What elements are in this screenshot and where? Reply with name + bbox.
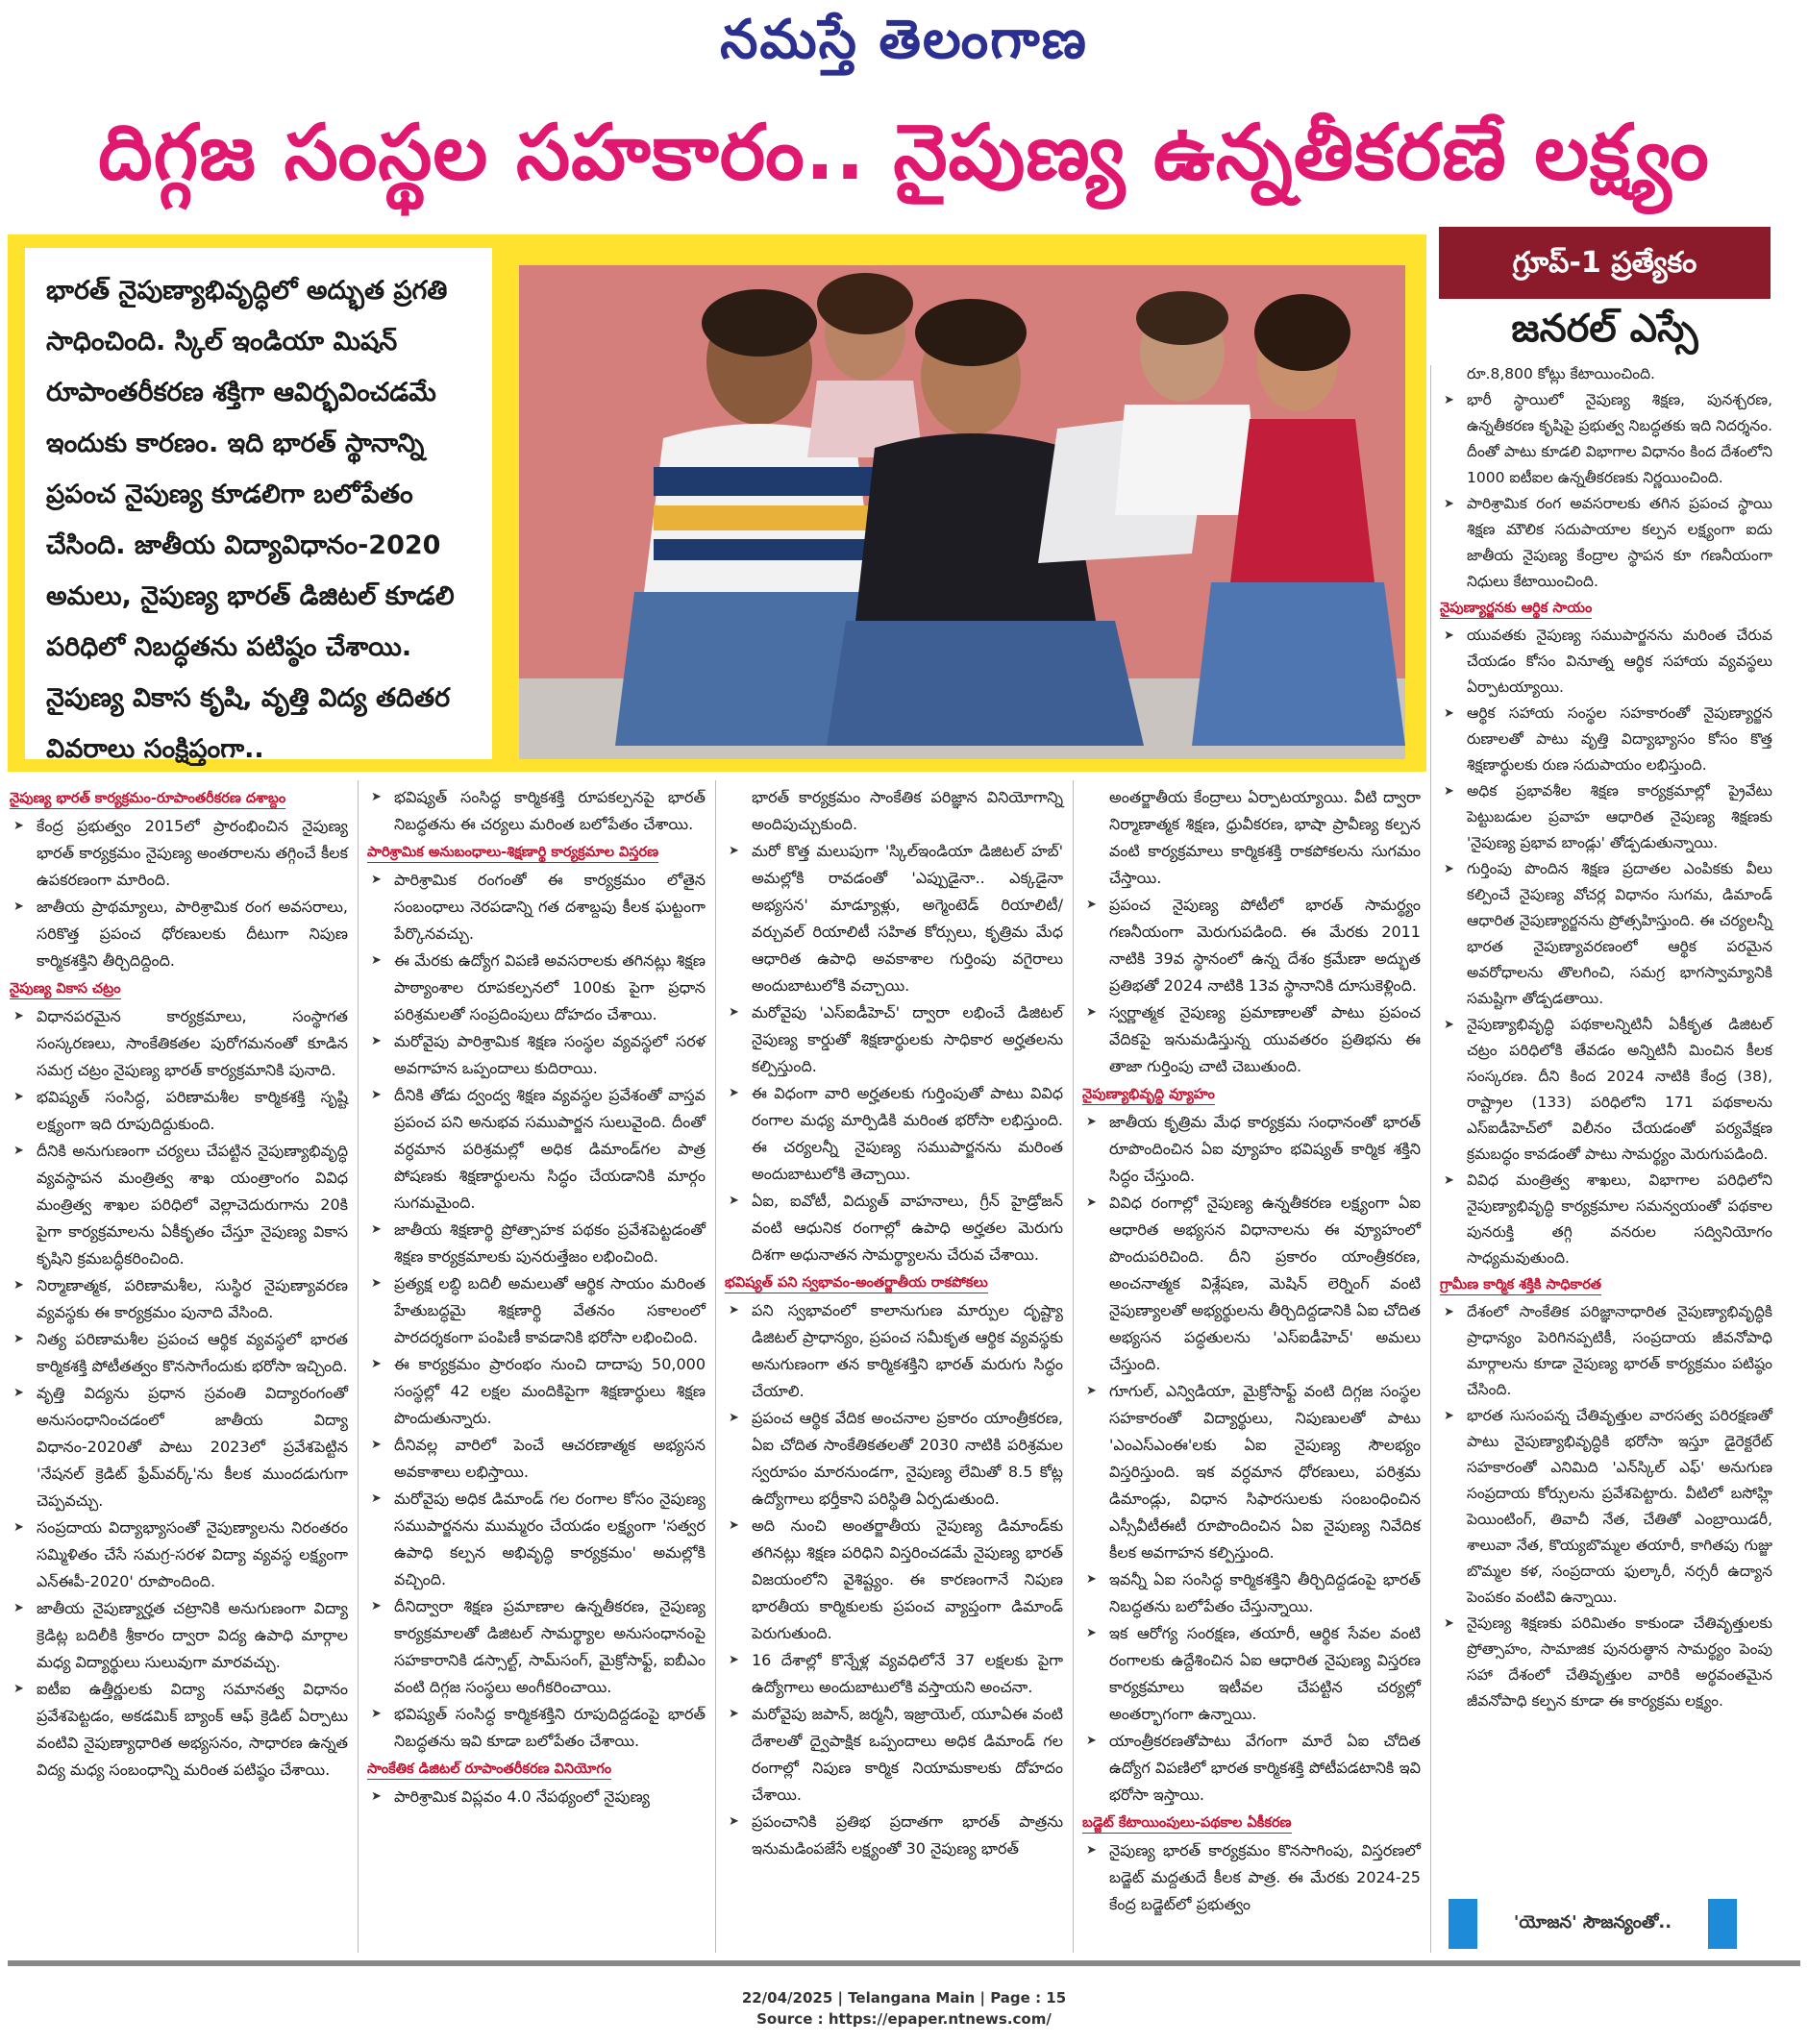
paragraph: ➤ నైపుణ్య భారత్ కార్యక్రమం కొనసాగింపు, విస్తరణలో బడ్జెట్ మద్దతుదే కీలక పాత్ర. ఈ మేరకు 2024-25 కేంద్ర బడ్జెట్‌లో ప్రభుత్వం: [1082, 1837, 1421, 1918]
paragraph: ➤ పారిశ్రామిక విప్లవం 4.0 నేపథ్యంలో నైపుణ్య: [367, 1784, 706, 1810]
paragraph: ➤ ఇక ఆరోగ్య సంరక్షణ, తయారీ, ఆర్థిక సేవల వంటి రంగాలకు ఉద్దేశించిన ఏఐ ఆధారిత నైపుణ్య విస్తరణ కార్యక్రమాలు ఇటీవల చేపట్టిన చర్యల్లో అంతర్భాగంగా ఉన్నాయి.: [1082, 1620, 1421, 1728]
subheading: గ్రామీణ కార్మిక శక్తికి సాధికారత: [1440, 1275, 1601, 1295]
paragraph: ➤ సంప్రదాయ విద్యాభ్యాసంతో నైపుణ్యాలను నిరంతరం సమ్మిళితం చేసే సమగ్ర-సరళ విద్యా వ్యవస్థ లక్ష్యంగా ఎన్‌ఈపీ-2020' రూపొందింది.: [10, 1515, 348, 1595]
paragraph: ➤ అది నుంచి అంతర్జాతీయ నైపుణ్య డిమాండ్‌కు తగినట్లు శిక్షణ పరిధిని విస్తరించడమే నైపుణ్య భారత్ విజయంలోని వైశిష్ట్యం. ఈ కారణంగానే నిపుణ భారతీయ కార్మికులకు ప్రపంచ వ్యాప్తంగా డిమాండ్ పెరుగుతుంది.: [725, 1513, 1063, 1647]
paragraph: ➤ ఆర్థిక సహాయ సంస్థల సహకారంతో నైపుణ్యార్జన రుణాలతో పాటు వృత్తి విద్యాభ్యాసం కోసం కొత్త శిక్షణార్థులకు రుణ సదుపాయం లభిస్తుంది.: [1440, 701, 1772, 778]
paragraph: ➤ నిర్మాణాత్మక, పరిణామశీల, సుస్థిర నైపుణ్యావరణ వ్యవస్థకు ఈ కార్యక్రమం పునాది వేసింది.: [10, 1272, 348, 1326]
footer-source: Source : https://epaper.ntnews.com/: [756, 2010, 1052, 2028]
paragraph: ➤ దీనికి అనుగుణంగా చర్యలు చేపట్టిన నైపుణ్యాభివృద్ధి వ్యవస్థాపన మంత్రిత్వ శాఖ యంత్రాంగం వివిధ మంత్రిత్వ శాఖల పరిధిలో వెల్లాచెదురుగాను 20కి పైగా కార్యక్రమాలను ఏకీకృతం చేస్తూ నైపుణ్య వికాస కృషిని క్రమబద్ధీకరించింది.: [10, 1138, 348, 1272]
credit-text: 'యోజన' సౌజన్యంతో..: [1513, 1911, 1672, 1933]
paragraph: ➤ మరోవైపు అధిక డిమాండ్ గల రంగాల కోసం నైపుణ్య సముపార్జనను ముమ్మరం చేయడం లక్ష్యంగా 'సత్వర ఉపాధి కల్పన అభివృద్ధి కార్యక్రమం' అమల్లోకి వచ్చింది.: [367, 1486, 706, 1593]
paragraph: ➤ కేంద్ర ప్రభుత్వం 2015లో ప్రారంభించిన నైపుణ్య భారత్ కార్యక్రమం నైపుణ్య అంతరాలను తగ్గించే కీలక ఉపకరణంగా మారింది.: [10, 813, 348, 894]
paragraph: ➤ దేశంలో సాంకేతిక పరిజ్ఞానాధారిత నైపుణ్యాభివృద్ధికి ప్రాధాన్యం పెరిగినప్పటికీ, సంప్రదాయ జీవనోపాధి మార్గాలను కూడా నైపుణ్య భారత్ కార్యక్రమం పటిష్ఠం చేసింది.: [1440, 1299, 1772, 1403]
paragraph: ➤ ప్రపంచానికి ప్రతిభ ప్రదాతగా భారత్ పాత్రను ఇనుమడింపజేసే లక్ష్యంతో 30 నైపుణ్య భారత్: [725, 1809, 1063, 1862]
paragraph: ➤ పారిశ్రామిక రంగ అవసరాలకు తగిన ప్రపంచ స్థాయి శిక్షణ మౌలిక సదుపాయాల కల్పన లక్ష్యంగా ఐదు జాతీయ నైపుణ్య కేంద్రాల స్థాపన కూ గణనీయంగా నిధులు కేటాయించింది.: [1440, 491, 1772, 595]
subheading: నైపుణ్యాభివృద్ధి వ్యూహం: [1082, 1085, 1215, 1105]
column-divider: [715, 780, 716, 1953]
paragraph: ➤ ప్రత్యక్ష లబ్ధి బదిలీ అమలుతో ఆర్థిక సాయం మరింత హేతుబద్ధమై శిక్షణార్థి వేతనం సకాలంలో పారదర్శకంగా పంపిణీ కావడానికి భరోసా లభించింది.: [367, 1270, 706, 1351]
paragraph: ➤ వివిధ రంగాల్లో నైపుణ్య ఉన్నతీకరణ లక్ష్యంగా ఏఐ ఆధారిత అభ్యసన విధానాలను ఈ వ్యూహంలో పొందుపరిచింది. దీని ప్రకారం యాంత్రీకరణ, అంచనాత్మక విశ్లేషణ, మెషిన్ లెర్నింగ్ వంటి నైపుణ్యాలతో అభ్యర్థులను తీర్చిదిద్దడానికి ఏఐ చోదిత అభ్యసన పద్ధతులను 'ఎస్ఐడీహెచ్' అమలు చేస్తుంది.: [1082, 1190, 1421, 1378]
paragraph: అంతర్జాతీయ కేంద్రాలు ఏర్పాటయ్యాయి. వీటి ద్వారా నిర్మాణాత్మక శిక్షణ, ధ్రువీకరణ, భాషా ప్రావీణ్య కల్పన వంటి కార్యక్రమాలు కార్మికశక్తి రాకపోకలను సుగమం చేస్తాయి.: [1109, 788, 1421, 887]
paragraph: ➤ ఇవన్నీ ఏఐ సంసిద్ధ కార్మికశక్తిని తీర్చిదిద్దడంపై భారత్ నిబద్ధతను బలోపేతం చేస్తున్నాయి.: [1082, 1566, 1421, 1620]
column-divider: [1430, 365, 1431, 1953]
paragraph: ➤ ప్రపంచ నైపుణ్య పోటీలో భారత్ సామర్థ్యం గణనీయంగా మెరుగుపడింది. ఈ మేరకు 2011 నాటికి 39వ స్థానంలో ఉన్న దేశం క్రమేణా అద్భుత ప్రతిభతో 2024 నాటికి 13వ స్థానానికి దూసుకెళ్లింది.: [1082, 892, 1421, 999]
subheading: నైపుణ్య వికాస చట్రం: [10, 979, 121, 999]
credit-right-block: [1708, 1899, 1737, 1949]
column-2: [367, 784, 706, 1810]
paragraph: ➤ ఈ మేరకు ఉద్యోగ విపణి అవసరాలకు తగినట్లు శిక్షణ పాఠ్యాంశాల రూపకల్పనలో 100కు పైగా ప్రధాన పరిశ్రమలతో సంప్రదింపులు దోహదం చేశాయి.: [367, 948, 706, 1028]
footer: [0, 1987, 1808, 2030]
paragraph: ➤ జాతీయ శిక్షణార్థి ప్రోత్సాహక పథకం ప్రవేశపెట్టడంతో శిక్షణ కార్యక్రమాలకు పునరుత్తేజం లభించింది.: [367, 1217, 706, 1270]
paragraph: ➤ యాంత్రీకరణతోపాటు వేగంగా మారే ఏఐ చోదిత ఉద్యోగ విపణిలో భారత కార్మికశక్తి పోటీపడటానికి ఇవి భరోసా ఇస్తాయి.: [1082, 1728, 1421, 1809]
paragraph: ➤ భవిష్యత్ సంసిద్ధ, పరిణామశీల కార్మికశక్తి సృష్టి లక్ష్యంగా ఇది రూపుదిద్దుకుంది.: [10, 1084, 348, 1138]
paragraph: ➤ దీనికి తోడు ద్వంద్వ శిక్షణ వ్యవస్థల ప్రవేశంతో వాస్తవ ప్రపంచ పని అనుభవ సముపార్జన సులువైంది. దీంతో వర్ధమాన పరిశ్రమల్లో అధిక డిమాండ్‌గల పాత్ర పోషణకు శిక్షణార్థులను సిద్ధం చేయడానికి మార్గం సుగమమైంది.: [367, 1082, 706, 1217]
paragraph: ➤ మరో కొత్త మలుపుగా 'స్కిల్‌ఇండియా డిజిటల్ హబ్' అమల్లోకి రావడంతో 'ఎప్పుడైనా.. ఎక్కడైనా అభ్యసన' మాడ్యూళ్లు, అగ్మెంటెడ్ రియాలిటీ/వర్చువల్ రియాలిటీ సహిత కోర్సులు, కృత్రిమ మేధ ఆధారిత ఉపాధి అవకాశాల గుర్తింపు వగైరాలు అందుబాటులోకి వచ్చాయి.: [725, 838, 1063, 999]
paragraph: ➤ పారిశ్రామిక రంగంతో ఈ కార్యక్రమం లోతైన సంబంధాలు నెరపడాన్ని గత దశాబ్దపు కీలక ఘట్టంగా పేర్కొనవచ్చు.: [367, 867, 706, 948]
paragraph: ➤ గూగుల్, ఎన్విడియా, మైక్రోసాఫ్ట్ వంటి దిగ్గజ సంస్థల సహకారంతో విద్యార్థులు, నిపుణులతో పాటు 'ఎంఎస్ఎంఈ'లకు ఏఐ నైపుణ్య సౌలభ్యం విస్తరిస్తుంది. ఇక వర్ధమాన ధోరణులు, పరిశ్రమ డిమాండ్లు, విధాన సిఫారసులకు సంబంధించిన ఎస్సీవీటీఈటీ రూపొందించిన ఏఐ నైపుణ్య నివేదిక కీలక అవగాహన కల్పిస్తుంది.: [1082, 1378, 1421, 1566]
bottom-rule: [8, 1960, 1800, 1966]
paragraph: ➤ జాతీయ ప్రాథమ్యాలు, పారిశ్రామిక రంగ అవసరాలు, సరికొత్త ప్రపంచ ధోరణులకు దీటుగా నిపుణ కార్మికశక్తిని తీర్చిదిద్దింది.: [10, 894, 348, 974]
headline: దిగ్గజ సంస్థల సహకారం.. నైపుణ్య ఉన్నతీకరణే లక్ష్యం: [98, 108, 1710, 197]
paragraph: ➤ గుర్తింపు పొందిన శిక్షణ ప్రదాతల ఎంపికకు వీలు కల్పించే నైపుణ్య వోచర్ల విధానం సుగమ, డిమాండ్ ఆధారిత నైపుణ్యార్జనను ప్రోత్సహిస్తుంది. ఈ చర్యలన్నీ భారత నైపుణ్యావరణంలో ఆర్థిక పరమైన అవరోధాలను తొలగించి, సమగ్ర భాగస్వామ్యానికి సమష్టిగా తోడ్పడతాయి.: [1440, 856, 1772, 1012]
paragraph: ➤ ఈ విధంగా వారి అర్హతలకు గుర్తింపుతో పాటు వివిధ రంగాల మధ్య మార్పిడికి మరింత భరోసా లభిస్తుంది. ఈ చర్యలన్నీ నైపుణ్య సముపార్జనను మరింత అందుబాటులోకి తెచ్చాయి.: [725, 1080, 1063, 1188]
students-photo: [519, 265, 1405, 759]
column-5: [1440, 361, 1772, 1714]
paragraph: ➤ భారత సుసంపన్న చేతివృత్తుల వారసత్వ పరిరక్షణతో పాటు నైపుణ్యాభివృద్ధికి భరోసా ఇస్తూ డైరెక్టరేట్ సహకారంతో ఎనిమిది 'ఎన్‌స్కిల్ ఎఫ్' అనుగుణ సంప్రదాయ కోర్సులను ప్రవేశపెట్టారు. వీటిలో బసోహ్లి పెయింటింగ్, తివాచీ నేత, చేతితో ఎంబ్రాయిడరీ, శాలువా నేత, కొయ్యబొమ్మల తయారీ, కాగితపు గుజ్జు బొమ్మల కళ, సంప్రదాయ ఫుల్కారీ, నర్సరీ ఉద్యాన పెంపకం వంటివి ఉన్నాయి.: [1440, 1403, 1772, 1611]
subheading: భవిష్యత్ పని స్వభావం-అంతర్జాతీయ రాకపోకలు: [725, 1273, 988, 1293]
subheading: బడ్జెట్ కేటాయింపులు-పథకాల ఏకీకరణ: [1082, 1813, 1292, 1834]
paragraph: ➤ యువతకు నైపుణ్య సముపార్జనను మరింత చేరువ చేయడం కోసం వినూత్న ఆర్థిక సహాయ వ్యవస్థలు ఏర్పాటయ్యాయి.: [1440, 623, 1772, 701]
paragraph: ➤ పని స్వభావంలో కాలానుగుణ మార్పుల దృష్ట్యా డిజిటల్ ప్రాధాన్యం, ప్రపంచ సమీకృత ఆర్థిక వ్యవస్థకు అనుగుణంగా తన కార్మికశక్తిని భారత్ మరుగు సిద్ధం చేయాలి.: [725, 1297, 1063, 1405]
subheading: నైపుణ్యార్జనకు ఆర్థిక సాయం: [1440, 599, 1592, 619]
paragraph: ➤ ఈ కార్యక్రమం ప్రారంభం నుంచి దాదాపు 50,000 సంస్థల్లో 42 లక్షల మందికిపైగా శిక్షణార్థులు శిక్షణ పొందుతున్నారు.: [367, 1351, 706, 1432]
paragraph: ➤ మరోవైపు పారిశ్రామిక శిక్షణ సంస్థల వ్యవస్థలో సరళ అవగాహన ఒప్పందాలు కుదిరాయి.: [367, 1028, 706, 1082]
paragraph: ➤ దీనిద్వారా శిక్షణ ప్రమాణాల ఉన్నతీకరణ, నైపుణ్య కార్యక్రమాలతో డిజిటల్ సామర్థ్యాల అనుసంధానంపై సహకారానికి డస్సాల్ట్, సామ్‌సంగ్, మైక్రోసాఫ్ట్, ఐబీఎం వంటి దిగ్గజ సంస్థలు అంగీకరించాయి.: [367, 1593, 706, 1701]
general-essay-label: జనరల్ ఎస్సే: [1511, 306, 1698, 351]
paragraph: రూ.8,800 కోట్లు కేటాయించింది.: [1467, 365, 1655, 382]
footer-date-page: 22/04/2025 | Telangana Main | Page : 15: [741, 1989, 1067, 2007]
paragraph: భారత్ కార్యక్రమం సాంకేతిక పరిజ్ఞాన వినియోగాన్ని అందిపుచ్చుకుంది.: [752, 788, 1063, 833]
paragraph: ➤ భారీ స్థాయిలో నైపుణ్య శిక్షణ, పునశ్చరణ, ఉన్నతీకరణ కృషిపై ప్రభుత్వ నిబద్ధతకు ఇది నిదర్శనం. దీంతో పాటు కూడలి విభాగాల విధానం కింద దేశంలోని 1000 ఐటీఐల ఉన్నతీకరణకు నిర్ణయించింది.: [1440, 387, 1772, 491]
subheading: నైపుణ్య భారత్ కార్యక్రమం-రూపాంతరీకరణ దశాబ్దం: [10, 789, 285, 809]
subheading: సాంకేతిక డిజిటల్ రూపాంతరీకరణ వినియోగం: [367, 1760, 611, 1780]
paragraph: ➤ భవిష్యత్ సంసిద్ధ కార్మికశక్తిని రూపుదిద్దడంపై భారత్ నిబద్ధతను ఇవి కూడా బలోపేతం చేశాయి.: [367, 1701, 706, 1755]
credit-box: [1449, 1899, 1737, 1949]
paragraph: ➤ మరోవైపు జపాన్, జర్మనీ, ఇజ్రాయెల్, యూఏఈ వంటి దేశాలతో ద్వైపాక్షిక ఒప్పందాలు అధిక డిమాండ్ గల రంగాల్లో నిపుణ కార్మిక నియామకాలకు దోహదం చేశాయి.: [725, 1701, 1063, 1809]
paragraph: ➤ నిత్య పరిణామశీల ప్రపంచ ఆర్థిక వ్యవస్థలో భారత కార్మికశక్తి పోటీతత్వం కొనసాగేందుకు భరోసా ఇచ్చింది.: [10, 1326, 348, 1380]
paragraph: ➤ స్వర్ణాత్మక నైపుణ్య ప్రమాణాలతో పాటు ప్రపంచ వేదికపై ఇనుమడిస్తున్న యువతరం ప్రతిభను ఈ తాజా గుర్తింపు చాటి చెబుతుంది.: [1082, 999, 1421, 1080]
paragraph: ➤ దీనివల్ల వారిలో పెంచే ఆచరణాత్మక అభ్యసన అవకాశాలు లభిస్తాయి.: [367, 1432, 706, 1486]
paragraph: ➤ అధిక ప్రభావశీల శిక్షణ కార్యక్రమాల్లో ప్రైవేటు పెట్టుబడుల ప్రవాహ ఆధారిత నైపుణ్య శిక్షణకు 'నైపుణ్య ప్రభావ బాండ్లు' తోడ్పడుతున్నాయి.: [1440, 778, 1772, 856]
paragraph: ➤ ఏఐ, ఐవోటీ, విద్యుత్ వాహనాలు, గ్రీన్ హైడ్రోజన్ వంటి ఆధునిక రంగాల్లో ఉపాధి అర్హతల మెరుగు దిశగా అధునాతన సామర్థ్యాలను చేరువ చేశాయి.: [725, 1188, 1063, 1268]
paragraph: ➤ 16 దేశాల్లో కొన్నేళ్ల వ్యవధిలోనే 37 లక్షలకు పైగా ఉద్యోగాలు అందుబాటులోకి వస్తాయని అంచనా.: [725, 1647, 1063, 1701]
paragraph: ➤ విధానపరమైన కార్యక్రమాలు, సంస్థాగత సంస్కరణలు, సాంకేతికతల పురోగమనంతో కూడిన సమగ్ర చట్రం నైపుణ్య భారత్ కార్యక్రమానికి పునాది.: [10, 1003, 348, 1084]
paragraph: ➤ ప్రపంచ ఆర్థిక వేదిక అంచనాల ప్రకారం యాంత్రీకరణ, ఏఐ చోదిత సాంకేతికతలతో 2030 నాటికి పరిశ్రమల స్వరూపం మారనుండగా, నైపుణ్య లేమితో 8.5 కోట్ల ఉద్యోగాలు భర్తీకాని పరిస్థితి ఏర్పడుతుంది.: [725, 1405, 1063, 1513]
column-4: [1082, 784, 1421, 1918]
column-3: [725, 784, 1063, 1862]
intro-text: భారత్ నైపుణ్యాభివృద్ధిలో అద్భుత ప్రగతి సాధించింది. స్కిల్ ఇండియా మిషన్ రూపాంతరీకరణ శక్తిగా ఆవిర్భవించడమే ఇందుకు కారణం. ఇది భారత్ స్థానాన్ని ప్రపంచ నైపుణ్య కూడలిగా బలోపేతం చేసింది. జాతీయ విద్యావిధానం-2020 అమలు, నైపుణ్య భారత్ డిజిటల్ కూడలి పరిధిలో నిబద్ధతను పటిష్ఠం చేశాయి. నైపుణ్య వికాస కృషి, వృత్తి విద్య తదితర వివరాలు సంక్షిప్తంగా..: [25, 248, 492, 759]
paragraph: ➤ జాతీయ కృత్రిమ మేధ కార్యక్రమ సంధానంతో భారత్ రూపొందించిన ఏఐ వ్యూహం భవిష్యత్ కార్మిక శక్తిని సిద్ధం చేస్తుంది.: [1082, 1109, 1421, 1190]
paragraph: ➤ జాతీయ నైపుణ్యార్హత చట్రానికి అనుగుణంగా విద్యా క్రెడిట్ల బదిలీకి శ్రీకారం ద్వారా విద్య ఉపాధి మార్గాల మధ్య విద్యార్థులు సులువుగా మారవచ్చు.: [10, 1595, 348, 1676]
paragraph: ➤ నైపుణ్య శిక్షణకు పరిమితం కాకుండా చేతివృత్తులకు ప్రోత్సాహం, సామాజిక పునరుత్థాన సామర్థ్యం పెంపు సహా దేశంలో చేతివృత్తుల వారికి అర్థవంతమైన జీవనోపాధి కల్పన కూడా ఈ కార్యక్రమ లక్ష్యం.: [1440, 1611, 1772, 1714]
credit-left-block: [1449, 1899, 1477, 1949]
paragraph: ➤ భవిష్యత్ సంసిద్ధ కార్మికశక్తి రూపకల్పనపై భారత్ నిబద్ధతను ఈ చర్యలు మరింత బలోపేతం చేశాయి.: [367, 784, 706, 838]
subheading: పారిశ్రామిక అనుబంధాలు-శిక్షణార్థి కార్యక్రమాల విస్తరణ: [367, 843, 658, 863]
column-divider: [1073, 780, 1074, 1953]
masthead: నమస్తే తెలంగాణ: [720, 8, 1088, 71]
paragraph: ➤ ఐటీఐ ఉత్తీర్ణులకు విద్యా సమానత్వ విధానం ప్రవేశపెట్టడం, అకడమిక్ బ్యాంక్ ఆఫ్ క్రెడిట్ ఏర్పాటు వంటివి నైపుణ్యాధారిత అభ్యసనం, సాధారణ ఉన్నత విద్య మధ్య సంబంధాన్ని మరింత పటిష్ఠం చేశాయి.: [10, 1676, 348, 1784]
column-1: [10, 784, 348, 1784]
paragraph: ➤ వృత్తి విద్యను ప్రధాన స్రవంతి విద్యారంగంతో అనుసంధానించడంలో జాతీయ విద్యా విధానం-2020తో పాటు 2023లో ప్రవేశపెట్టిన 'నేషనల్ క్రెడిట్ ఫ్రేమ్‌వర్క్'ను కీలక ముందడుగుగా చెప్పవచ్చు.: [10, 1380, 348, 1515]
paragraph: ➤ మరోవైపు 'ఎస్ఐడీహెచ్' ద్వారా లభించే డిజిటల్ నైపుణ్య కార్డుతో శిక్షణార్థులకు సాధికార అర్హతలను కల్పిస్తుంది.: [725, 999, 1063, 1080]
paragraph: ➤ వివిధ మంత్రిత్వ శాఖలు, విభాగాల పరిధిలోని నైపుణ్యాభివృద్ధి కార్యక్రమాల సమన్వయంతో పథకాల పునరుక్తి తగ్గి వనరుల సద్వినియోగం సాధ్యమవుతుంది.: [1440, 1168, 1772, 1271]
group-1-special-label: గ్రూప్-1 ప్రత్యేకం: [1439, 227, 1771, 299]
column-divider: [358, 780, 359, 1953]
paragraph: ➤ నైపుణ్యాభివృద్ధి పథకాలన్నిటినీ ఏకీకృత డిజిటల్ చట్రం పరిధిలోకి తేవడం అన్నిటినీ మించిన కీలక సంస్కరణ. దీని కింద 2024 నాటికి కేంద్ర (38), రాష్ట్రాల (133) పరిధిలోని 171 పథకాలను ఎస్ఐడీహెచ్‌లో విలీనం చేయడంతో పర్యవేక్షణ క్రమబద్ధం కావడంతో పాటు సామర్థ్యం మెరుగుపడింది.: [1440, 1012, 1772, 1168]
